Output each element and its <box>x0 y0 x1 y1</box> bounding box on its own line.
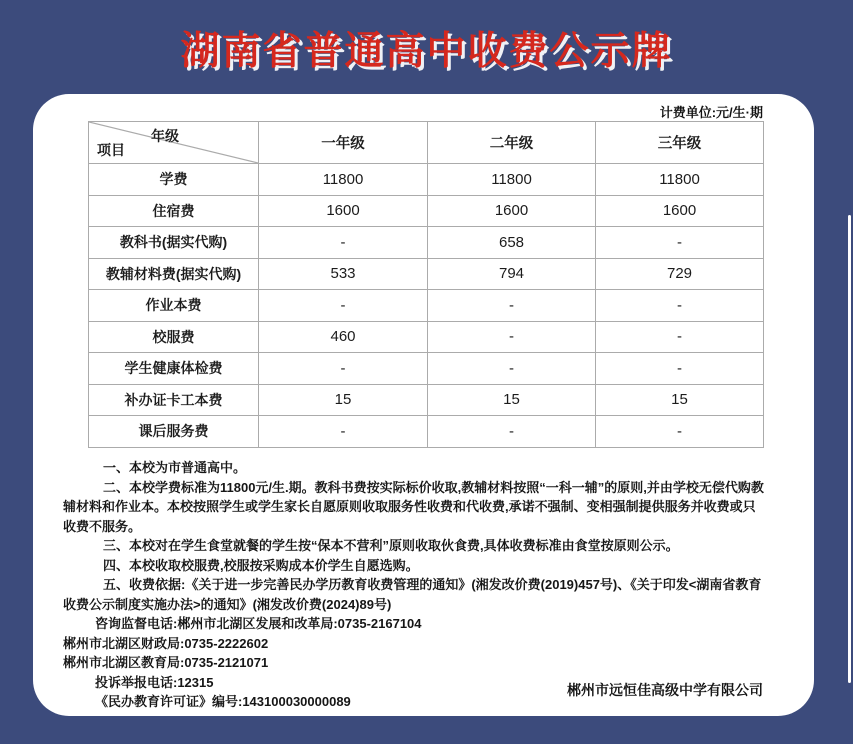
fee-label: 作业本费 <box>89 290 259 322</box>
fee-value: 11800 <box>428 164 596 196</box>
note-1: 一、本校为市普通高中。 <box>103 460 247 475</box>
fee-value: 11800 <box>259 164 428 196</box>
table-row <box>89 353 764 385</box>
column-header-grade-1: 一年级 <box>259 122 428 164</box>
adjacent-card-edge <box>848 215 851 683</box>
fee-value: - <box>596 353 764 385</box>
fee-value: - <box>596 416 764 448</box>
fee-label: 教科书(据实代购) <box>89 227 259 259</box>
table-row <box>89 321 764 353</box>
column-header-grade-3: 三年级 <box>596 122 764 164</box>
fee-value: 533 <box>259 258 428 290</box>
table-corner-cell <box>89 122 259 164</box>
fee-value: 15 <box>428 384 596 416</box>
fee-value: 15 <box>596 384 764 416</box>
fee-value: - <box>259 227 428 259</box>
fee-label: 学费 <box>89 164 259 196</box>
fee-label: 课后服务费 <box>89 416 259 448</box>
fee-value: 460 <box>259 321 428 353</box>
contact-complaint-line: 投诉举报电话:12315 <box>95 674 214 690</box>
fee-table <box>88 121 764 448</box>
fee-value: 1600 <box>259 195 428 227</box>
fee-value: - <box>596 227 764 259</box>
billing-unit-label: 计费单位:元/生·期 <box>659 105 763 120</box>
fee-value: 1600 <box>428 195 596 227</box>
fee-value: - <box>259 290 428 322</box>
note-5-fee-basis: 五、收费依据:《关于进一步完善民办学历教育收费管理的通知》(湘发改价费(2019)457号)、《关于印发<湖南省教育收费公示制度实施办法>的通知》(湘发改价费(2024)89号) <box>63 577 762 612</box>
fee-value: 658 <box>428 227 596 259</box>
fee-label: 补办证卡工本费 <box>89 384 259 416</box>
note-2: 二、本校学费标准为11800元/生.期。教科书费按实际标价收取,教辅材料按照“一科一辅”的原则,并由学校无偿代购教辅材料和作业本。本校按照学生或学生家长自愿原则收取服务性收费和代收费,承诺不强制、变相强制提供服务并收费或只收费不服务。 <box>63 479 764 534</box>
table-row <box>89 227 764 259</box>
company-name: 郴州市远恒佳高级中学有限公司 <box>567 682 763 698</box>
fee-label: 住宿费 <box>89 195 259 227</box>
fee-value: - <box>259 353 428 385</box>
fee-value: - <box>259 416 428 448</box>
fee-value: 15 <box>259 384 428 416</box>
contact-finance-line: 郴州市北湖区财政局:0735-2222602 <box>63 635 269 651</box>
contact-education-line: 郴州市北湖区教育局:0735-2121071 <box>63 655 269 670</box>
fee-value: 794 <box>428 258 596 290</box>
table-row <box>89 195 764 227</box>
table-row <box>89 290 764 322</box>
column-header-grade-2: 二年级 <box>428 122 596 164</box>
note-4: 四、本校收取校服费,校服按采购成本价学生自愿选购。 <box>103 557 419 573</box>
fee-value: 1600 <box>596 195 764 227</box>
fee-value: 11800 <box>596 164 764 196</box>
table-row <box>89 416 764 448</box>
notes-section <box>63 458 765 712</box>
fee-value: - <box>428 290 596 322</box>
fee-value: 729 <box>596 258 764 290</box>
note-3: 三、本校对在学生食堂就餐的学生按“保本不营利”原则收取伙食费,具体收费标准由食堂按原则公示。 <box>103 538 679 553</box>
fee-value: - <box>596 321 764 353</box>
table-row <box>89 258 764 290</box>
fee-value: - <box>596 290 764 322</box>
fee-value: - <box>428 416 596 448</box>
corner-label-grade: 年级 <box>151 128 179 144</box>
table-row <box>89 164 764 196</box>
license-number-line: 《民办教育许可证》编号:143100030000089 <box>95 694 351 709</box>
table-row <box>89 384 764 416</box>
corner-label-item: 项目 <box>97 142 125 158</box>
fee-value: - <box>428 321 596 353</box>
fee-label: 教辅材料费(据实代购) <box>89 258 259 290</box>
page-title: 湖南省普通高中收费公示牌 <box>180 30 673 73</box>
table-header-row <box>89 122 764 164</box>
fee-label: 校服费 <box>89 321 259 353</box>
fee-notice-card <box>33 94 814 716</box>
contact-consult-line: 咨询监督电话:郴州市北湖区发展和改革局:0735-2167104 <box>95 616 422 631</box>
fee-label: 学生健康体检费 <box>89 353 259 385</box>
fee-value: - <box>428 353 596 385</box>
